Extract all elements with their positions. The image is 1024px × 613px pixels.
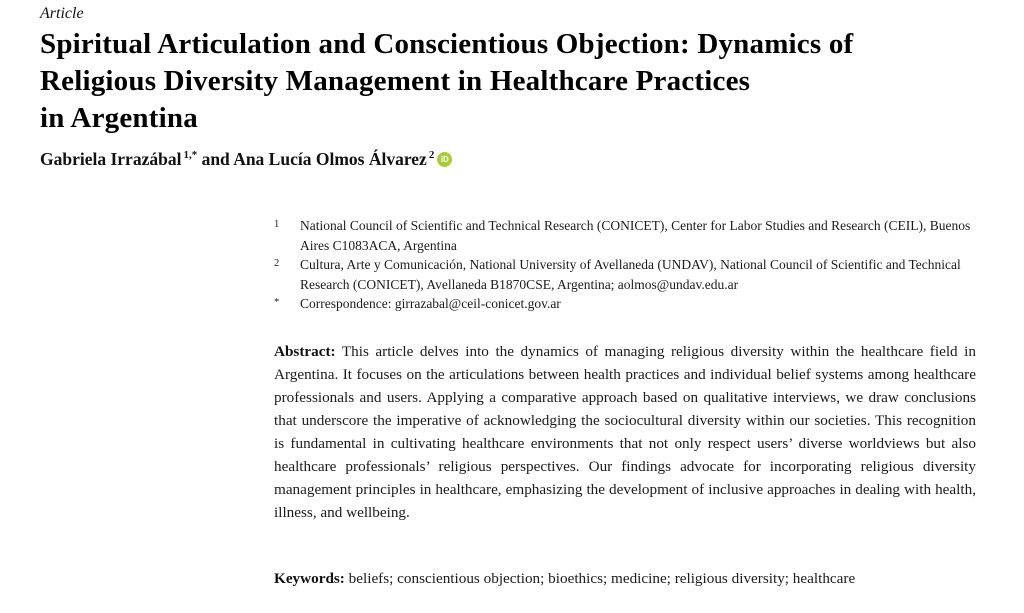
abstract-paragraph: [274, 340, 976, 524]
author-2-superscript: 2: [428, 149, 435, 162]
author-name-2: Ana Lucía Olmos Álvarez: [233, 149, 427, 169]
affiliations-block: [274, 216, 974, 314]
paper-title-line-3: in Argentina: [40, 102, 198, 134]
authors-line: [40, 149, 452, 170]
affiliation-row-2: [274, 255, 974, 294]
orcid-icon[interactable]: iD: [437, 152, 452, 167]
author-1-superscript: 1,*: [183, 149, 198, 162]
affiliation-marker-1: 1: [274, 219, 280, 230]
abstract-text: This article delves into the dynamics of managing religious diversity within the healthcare field in Argentina. It focuses on the articulations between health practices and individual belief systems among healthcare professionals and users. Applying a comparative approach based on qualitative interviews, we draw conclusions that underscore the imperative of acknowledging the sociocultural diversity within our societies. This recognition is fundamental in cultivating healthcare environments that not only respect users’ diverse worldviews but also healthcare professionals’ religious perspectives. Our findings advocate for incorporating religious diversity management principles in healthcare, emphasizing the development of inclusive approaches in dealing with health, illness, and wellbeing.: [274, 343, 976, 521]
keywords-text: beliefs; conscientious objection; bioethics; medicine; religious diversity; healthcare: [344, 570, 856, 587]
affiliation-marker-correspondence: *: [274, 297, 280, 308]
article-type-label: Article: [40, 5, 84, 22]
affiliation-row-1: [274, 216, 974, 255]
affiliation-text-1: National Council of Scientific and Technical Research (CONICET), Center for Labor Studies and Research (CEIL), Buenos Aires C1083ACA, Argentina: [300, 218, 971, 253]
affiliation-marker-2: 2: [274, 258, 280, 269]
abstract-label: Abstract:: [274, 343, 336, 360]
affiliation-row-correspondence: [274, 294, 974, 314]
correspondence-text: Correspondence: girrazabal@ceil-conicet.gov.ar: [300, 296, 561, 311]
affiliation-text-2: Cultura, Arte y Comunicación, National University of Avellaneda (UNDAV), National Council of Scientific and Technical Research (CONICET), Avellaneda B1870CSE, Argentina; aolmos@undav.edu.ar: [300, 257, 961, 292]
keywords-label: Keywords:: [274, 570, 345, 587]
authors-joiner: and: [197, 149, 234, 169]
keywords-paragraph: [274, 567, 976, 590]
author-name-1: Gabriela Irrazábal: [40, 149, 182, 169]
paper-title-line-2: Religious Diversity Management in Healthcare Practices: [40, 65, 751, 97]
paper-title-line-1: Spiritual Articulation and Conscientious Objection: Dynamics of: [40, 28, 854, 60]
paper-title: [40, 26, 980, 137]
